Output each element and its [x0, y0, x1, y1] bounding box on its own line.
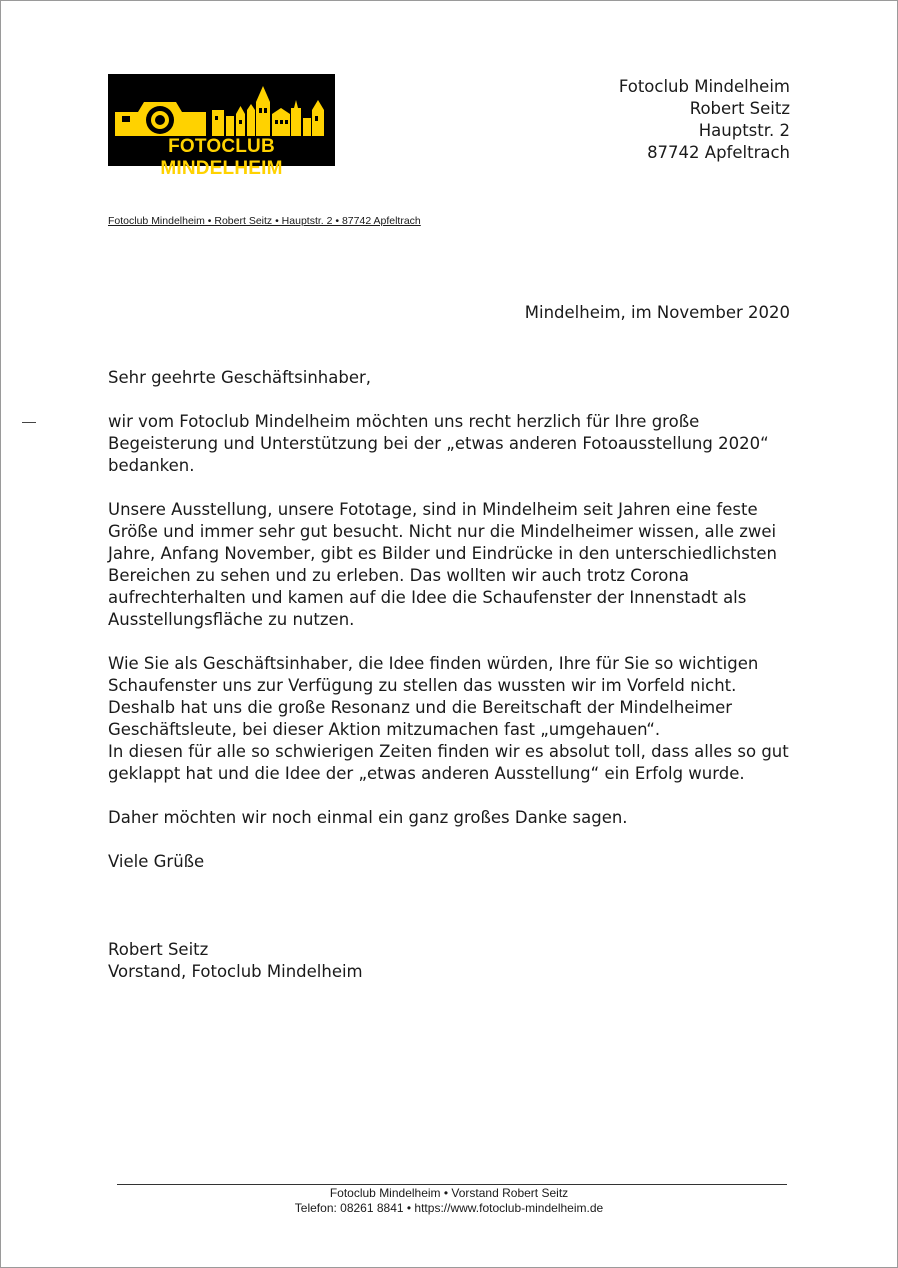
paragraph: Unsere Ausstellung, unsere Fototage, sind in Mindelheim seit Jahren eine feste Größe und immer sehr gut besucht. Nicht nur die Mindelheimer wissen, alle zwei Jahre, Anfang November, gibt es Bilder und Eindrücke in den unterschiedlichsten Bereichen zu sehen und zu erleben. Das wollten wir auch trotz Corona aufrechterhalten und kamen auf die Idee die Schaufenster der Innenstadt als Ausstellungsfläche zu nutzen. [108, 500, 777, 629]
logo-text: FOTOCLUB MINDELHEIM [160, 136, 283, 179]
sender-address-line: Hauptstr. 2 [698, 121, 790, 140]
footer-line: Telefon: 08261 8841 • https://www.fotoclub-mindelheim.de [294, 1201, 604, 1215]
paragraph: Daher möchten wir noch einmal ein ganz großes Danke sagen. [108, 808, 628, 827]
sender-address-line: Fotoclub Mindelheim [618, 77, 790, 96]
paragraph: wir vom Fotoclub Mindelheim möchten uns recht herzlich für Ihre große Begeisterung und Unterstützung bei der „etwas anderen Fotoausstellung 2020“ bedanken. [108, 412, 769, 475]
paragraph: Wie Sie als Geschäftsinhaber, die Idee finden würden, Ihre für Sie so wichtigen Schaufenster uns zur Verfügung zu stellen das wussten wir im Vorfeld nicht. Deshalb hat uns die große Resonanz und die Bereitschaft der Mindelheimer Geschäftsleute, bei dieser Aktion mitzumachen fast „umgehauen“. [108, 654, 759, 739]
sender-address-line: Robert Seitz [689, 99, 790, 118]
fotoclub-logo [108, 74, 335, 179]
signature-role: Vorstand, Fotoclub Mindelheim [108, 962, 363, 981]
date-line: Mindelheim, im November 2020 [524, 303, 790, 322]
sender-address [619, 76, 790, 164]
letter-body [108, 367, 798, 983]
footer [0, 1186, 898, 1216]
footer-line: Fotoclub Mindelheim • Vorstand Robert Seitz [329, 1186, 569, 1200]
signature-name: Robert Seitz [108, 940, 209, 959]
salutation: Sehr geehrte Geschäftsinhaber, [108, 368, 372, 387]
closing: Viele Grüße [108, 852, 205, 871]
footer-divider [117, 1184, 787, 1185]
fold-mark [22, 422, 36, 423]
sender-address-line: 87742 Apfeltrach [647, 143, 790, 162]
return-address-line: Fotoclub Mindelheim • Robert Seitz • Hauptstr. 2 • 87742 Apfeltrach [108, 215, 421, 227]
paragraph: In diesen für alle so schwierigen Zeiten finden wir es absolut toll, dass alles so gut geklappt hat und die Idee der „etwas anderen Ausstellung“ ein Erfolg wurde. [108, 742, 789, 783]
